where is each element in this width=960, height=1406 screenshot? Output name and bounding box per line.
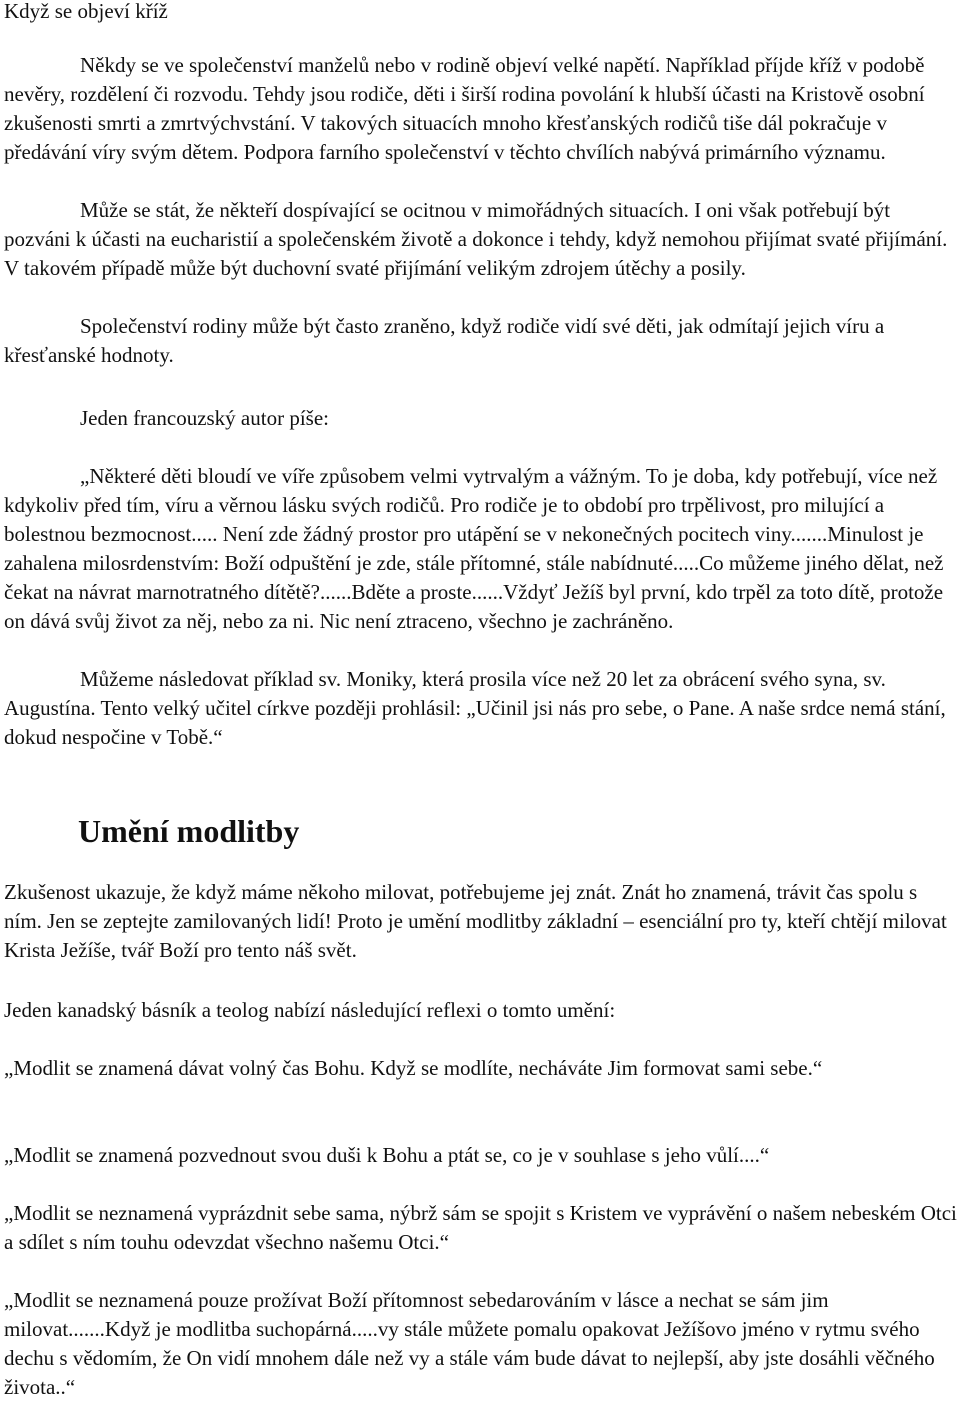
paragraph-french-author: Jeden francouzský autor píše: (80, 406, 329, 430)
heading-art-of-prayer: Umění modlitby (78, 813, 300, 849)
prayer-quote: „Modlit se neznamená vyprázdnit sebe sama, nýbrž sám se spojit s Kristem ve vyprávění o našem nebeském Otci a sdílet s ním touhu odevzdat všechno našemu Otci.“ (4, 1201, 957, 1254)
prayer-quote: „Modlit se neznamená pouze prožívat Boží přítomnost sebedarováním v lásce a nechat se sám jim milovat.......Když je modlitba suchopárná.....vy stále můžete pomalu opakovat Ježíšovo jméno v rytmu svého dechu s vědomím, že On vidí mnohem dále než vy a stále vám bude dávat to nejlepší, aby jste dosáhli věčného života..“ (4, 1288, 935, 1399)
paragraph-cross: Někdy se ve společenství manželů nebo v rodině objeví velké napětí. Například příjde kříž v podobě nevěry, rozdělení či rozvodu. Tehdy jsou rodiče, děti i širší rodina povolání k hlubší účasti na Kristově osobní zkušenosti smrti a zmrtvýchvstání. V takových situacích mnoho křesťanských rodičů tiše dál pokračuje v předávání víry svým dětem. Podpora farního společenství v těchto chvílích nabývá primárního významu. (4, 53, 925, 164)
section-title: Když se objeví kříž (4, 0, 168, 23)
paragraph-monica: Můžeme následovat příklad sv. Moniky, která prosila více než 20 let za obrácení svého syna, sv. Augustína. Tento velký učitel církve později prohlásil: „Učinil jsi nás pro sebe, o Pane. A naše srdce nemá stání, dokud nespočine v Tobě.“ (4, 667, 946, 749)
paragraph-adolescents: Může se stát, že někteří dospívající se ocitnou v mimořádných situacích. I oni však potřebují být pozváni k účasti na eucharistií a společenském životě a dokonce i tehdy, když nemohou přijímat svaté přijímání. V takovém případě může být duchovní svaté přijímání velikým zdrojem útěchy a posily. (4, 198, 948, 280)
paragraph-experience: Zkušenost ukazuje, že když máme někoho milovat, potřebujeme jej znát. Znát ho znamená, trávit čas spolu s ním. Jen se zeptejte zamilovaných lidí! Proto je umění modlitby základní – esenciální pro ty, kteří chtějí milovat Krista Ježíše, tvář Boží pro tento náš svět. (4, 880, 947, 962)
paragraph-canadian-poet: Jeden kanadský básník a teolog nabízí následující reflexi o tomto umění: (4, 998, 616, 1022)
prayer-quote: „Modlit se znamená pozvednout svou duši k Bohu a ptát se, co je v souhlase s jeho vůlí....“ (4, 1143, 770, 1167)
prayer-quote: „Modlit se znamená dávat volný čas Bohu. Když se modlíte, necháváte Jim formovat sami sebe.“ (4, 1056, 823, 1080)
paragraph-family-wounded: Společenství rodiny může být často zraněno, když rodiče vidí své děti, jak odmítají jejich víru a křesťanské hodnoty. (4, 314, 885, 367)
quote-french-author: „Některé děti bloudí ve víře způsobem velmi vytrvalým a vážným. To je doba, kdy potřebují, více než kdykoliv před tím, víru a věrnou lásku svých rodičů. Pro rodiče je to období pro trpělivost, pro milující a bolestnou bezmocnost..... Není zde žádný prostor pro utápění se v nekonečných pocitech viny.......Minulost je zahalena milosrdenstvím: Boží odpuštění je zde, stále přítomné, stále nabídnuté.....Co můžeme jiného dělat, než čekat na návrat marnotratného dítětě?......Bděte a proste......Vždyť Ježíš byl první, kdo trpěl za toto dítě, protože on dává svůj život za něj, nebo za ni. Nic není ztraceno, všechno je zachráněno. (4, 464, 944, 633)
